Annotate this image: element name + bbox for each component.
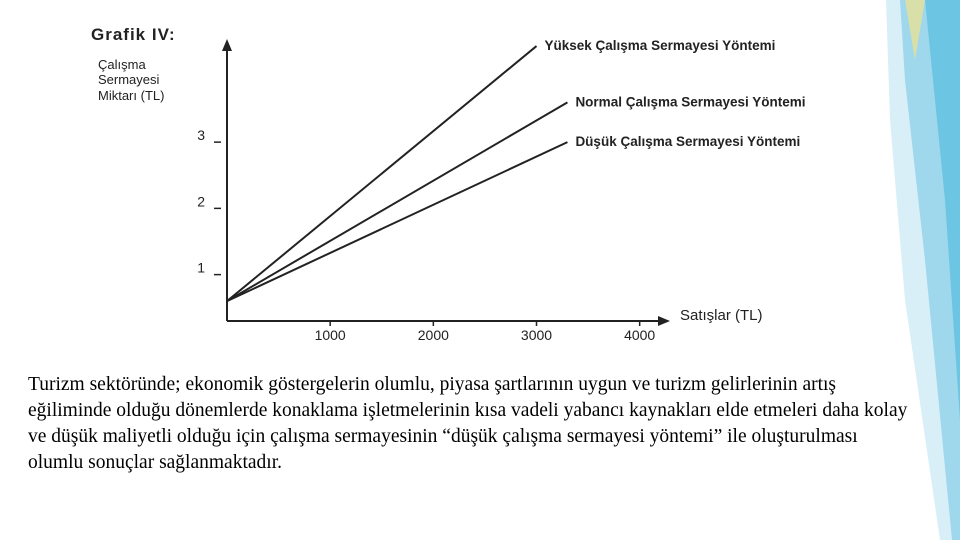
series-label: Düşük Çalışma Sermayesi Yöntemi: [575, 134, 801, 150]
y-tick-label: 1: [197, 259, 205, 276]
chart-title: Grafik IV:: [91, 25, 176, 44]
series-line: [227, 46, 537, 301]
x-tick-label: 3000: [520, 327, 553, 343]
chart: [46, 3, 886, 351]
y-tick-label: 2: [197, 193, 205, 210]
x-axis-label: Satışlar (TL): [680, 307, 763, 324]
x-axis-arrow: [658, 316, 670, 326]
series-line: [227, 102, 567, 301]
series-label: Yüksek Çalışma Sermayesi Yöntemi: [544, 38, 776, 54]
x-tick-label: 4000: [624, 327, 656, 343]
y-axis-label: Çalışma Sermayesi Miktarı (TL): [98, 57, 165, 103]
chart-panel: [46, 3, 886, 351]
x-tick-label: 2000: [417, 327, 449, 343]
caption-text: Turizm sektöründe; ekonomik göstergelerin olumlu, piyasa şartlarının uygun ve turizm gelirlerinin artış eğiliminde olduğu dönemlerde konaklama işletmelerinin kısa vadeli yabancı kaynakları elde etmeleri daha kolay ve düşük maliyetli olduğu için çalışma sermayesinin “düşük çalışma sermayesi yöntemi” ile oluşturulması olumlu sonuçlar sağlanmaktadır.: [28, 374, 908, 473]
x-tick-label: 1000: [314, 327, 346, 343]
y-tick-label: 3: [197, 127, 205, 144]
y-axis-arrow: [222, 39, 232, 51]
series-label: Normal Çalışma Sermayesi Yöntemi: [575, 94, 806, 110]
series-line: [227, 142, 567, 301]
